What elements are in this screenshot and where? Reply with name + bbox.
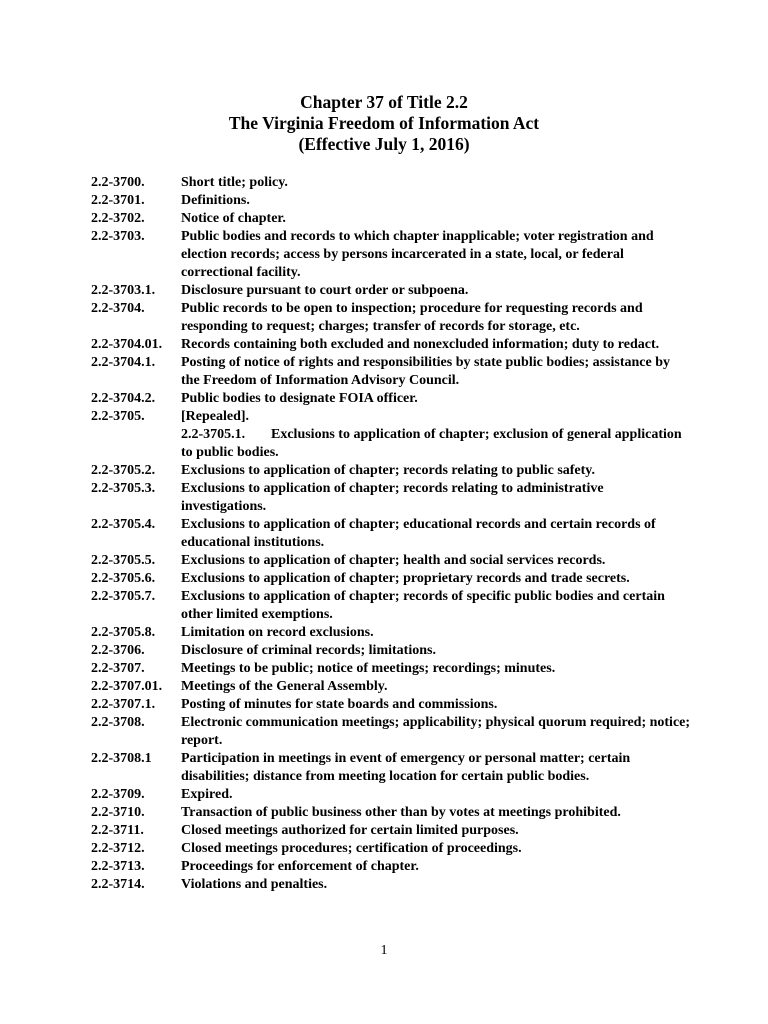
- section-description: Meetings to be public; notice of meetings; recordings; minutes.: [181, 661, 556, 676]
- toc-entry: [91, 696, 691, 714]
- section-description: Public bodies to designate FOIA officer.: [181, 391, 418, 406]
- toc-entry: [91, 786, 691, 804]
- section-number: 2.2-3708.: [91, 715, 145, 730]
- section-description: [181, 426, 691, 462]
- section-description: Exclusions to application of chapter; records relating to public safety.: [181, 463, 596, 478]
- section-description: Proceedings for enforcement of chapter.: [181, 859, 419, 874]
- toc-entry: [91, 840, 691, 858]
- section-description: Meetings of the General Assembly.: [181, 679, 388, 694]
- toc-entry: [91, 714, 691, 750]
- toc-entry: [91, 174, 691, 192]
- toc-entry: [91, 354, 691, 390]
- section-description: Exclusions to application of chapter; educational records and certain records of educational institutions.: [181, 517, 656, 550]
- section-number: 2.2-3703.: [91, 229, 145, 244]
- section-description: Notice of chapter.: [181, 211, 286, 226]
- section-description: Definitions.: [181, 193, 250, 208]
- section-number: 2.2-3714.: [91, 877, 145, 892]
- toc-entry: [91, 336, 691, 354]
- toc-entry: [91, 282, 691, 300]
- section-description: Public records to be open to inspection; procedure for requesting records and responding to request; charges; transfer of records for storage, etc.: [181, 301, 643, 334]
- section-description: Closed meetings procedures; certification of proceedings.: [181, 841, 522, 856]
- section-number: 2.2-3708.1: [91, 751, 152, 766]
- section-description: Electronic communication meetings; applicability; physical quorum required; notice; report.: [181, 715, 691, 748]
- section-number: 2.2-3705.2.: [91, 463, 156, 478]
- toc-entry: [91, 300, 691, 336]
- toc-entry: [91, 228, 691, 282]
- section-number: 2.2-3704.1.: [91, 355, 156, 370]
- section-number: 2.2-3710.: [91, 805, 145, 820]
- section-description: [Repealed].: [181, 409, 250, 424]
- section-description: Limitation on record exclusions.: [181, 625, 374, 640]
- toc-entry: [91, 570, 691, 588]
- section-description: Public bodies and records to which chapter inapplicable; voter registration and election records; access by persons incarcerated in a state, local, or federal correctional facility.: [181, 229, 654, 280]
- section-number: 2.2-3700.: [91, 175, 145, 190]
- section-description: Disclosure of criminal records; limitations.: [181, 643, 436, 658]
- toc-entry: [91, 624, 691, 642]
- section-number: 2.2-3705.1.: [181, 427, 246, 442]
- section-number: 2.2-3709.: [91, 787, 145, 802]
- toc-entry: [91, 660, 691, 678]
- section-number: 2.2-3706.: [91, 643, 145, 658]
- toc-entry: [91, 390, 691, 408]
- section-description: Closed meetings authorized for certain limited purposes.: [181, 823, 519, 838]
- toc-entry: [91, 750, 691, 786]
- toc-entry: [91, 462, 691, 480]
- toc-entry: [91, 210, 691, 228]
- toc-entry: [91, 858, 691, 876]
- toc-entry: [91, 876, 691, 894]
- toc-entry: [91, 642, 691, 660]
- title-line-3: (Effective July 1, 2016): [298, 134, 470, 154]
- toc-entry: [91, 822, 691, 840]
- section-number: 2.2-3702.: [91, 211, 145, 226]
- section-number: 2.2-3704.2.: [91, 391, 156, 406]
- toc-entry: [91, 516, 691, 552]
- table-of-contents: [91, 174, 691, 894]
- section-description: Participation in meetings in event of emergency or personal matter; certain disabilities; distance from meeting location for certain public bodies.: [181, 751, 631, 784]
- section-description: Posting of notice of rights and responsibilities by state public bodies; assistance by the Freedom of Information Advisory Council.: [181, 355, 671, 388]
- section-number: 2.2-3705.4.: [91, 517, 156, 532]
- section-description: Exclusions to application of chapter; proprietary records and trade secrets.: [181, 571, 630, 586]
- section-description: Violations and penalties.: [181, 877, 328, 892]
- toc-entry: [91, 552, 691, 570]
- section-description: Exclusions to application of chapter; records of specific public bodies and certain other limited exemptions.: [181, 589, 665, 622]
- toc-entry: [91, 408, 691, 426]
- section-description: Records containing both excluded and nonexcluded information; duty to redact.: [181, 337, 660, 352]
- section-description: Exclusions to application of chapter; health and social services records.: [181, 553, 606, 568]
- section-number: 2.2-3705.3.: [91, 481, 156, 496]
- document-title: [0, 92, 768, 155]
- section-description: Short title; policy.: [181, 175, 288, 190]
- section-number: 2.2-3712.: [91, 841, 145, 856]
- section-number: 2.2-3704.01.: [91, 337, 163, 352]
- section-description: Expired.: [181, 787, 233, 802]
- section-description-text: Exclusions to application of chapter; exclusion of general application to public bodies.: [181, 427, 682, 460]
- toc-entry: [91, 480, 691, 516]
- toc-entry: [91, 192, 691, 210]
- section-description: Disclosure pursuant to court order or subpoena.: [181, 283, 469, 298]
- title-line-1: Chapter 37 of Title 2.2: [300, 92, 468, 112]
- section-number: 2.2-3707.01.: [91, 679, 163, 694]
- toc-entry: [91, 804, 691, 822]
- section-number: 2.2-3703.1.: [91, 283, 156, 298]
- section-number: 2.2-3705.8.: [91, 625, 156, 640]
- toc-entry: [91, 678, 691, 696]
- section-number: 2.2-3707.1.: [91, 697, 156, 712]
- section-description: Posting of minutes for state boards and commissions.: [181, 697, 498, 712]
- page-number: 1: [380, 943, 388, 958]
- section-number: 2.2-3705.7.: [91, 589, 156, 604]
- toc-entry: [91, 588, 691, 624]
- section-number: 2.2-3701.: [91, 193, 145, 208]
- section-description: Exclusions to application of chapter; records relating to administrative investigations.: [181, 481, 604, 514]
- section-description: Transaction of public business other than by votes at meetings prohibited.: [181, 805, 621, 820]
- section-number: 2.2-3713.: [91, 859, 145, 874]
- section-number: 2.2-3705.6.: [91, 571, 156, 586]
- section-number: 2.2-3707.: [91, 661, 145, 676]
- title-line-2: The Virginia Freedom of Information Act: [228, 113, 540, 133]
- section-number: 2.2-3711.: [91, 823, 144, 838]
- section-number: 2.2-3705.5.: [91, 553, 156, 568]
- toc-entry: [91, 426, 691, 462]
- section-number: 2.2-3705.: [91, 409, 145, 424]
- section-number: 2.2-3704.: [91, 301, 145, 316]
